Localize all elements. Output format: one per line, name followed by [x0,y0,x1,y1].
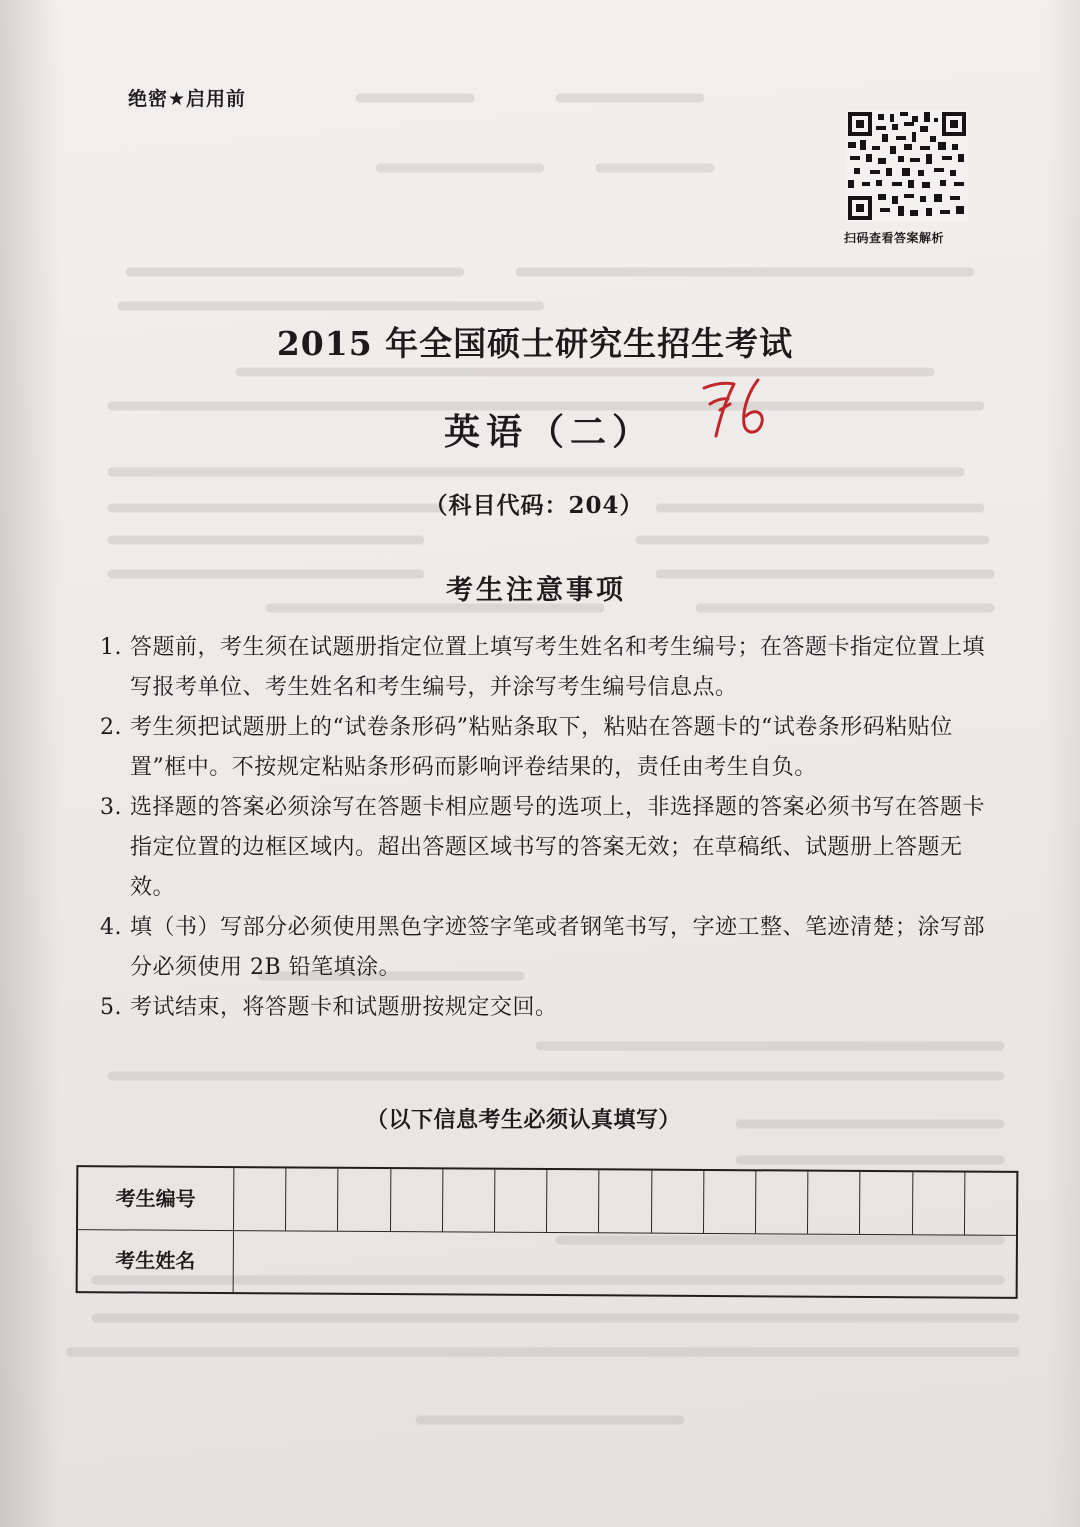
page-edge-shading [1046,0,1080,1527]
notice-item [96,908,1006,988]
candidate-id-digit-box[interactable] [547,1170,600,1232]
candidate-id-row [78,1167,1016,1236]
candidate-id-boxes[interactable] [234,1168,1016,1235]
candidate-id-digit-box[interactable] [756,1171,809,1233]
notice-heading: 考生注意事项 [446,575,626,606]
notice-number: 2. [100,715,122,740]
qr-caption: 扫码查看答案解析 [844,231,945,245]
candidate-id-digit-box[interactable] [704,1171,757,1233]
subject-title: 英语（二） [444,411,655,453]
classification-label: 绝密★启用前 [128,88,247,110]
candidate-name-label: 考生姓名 [78,1229,234,1292]
notice-text: 答题前，考生须在试题册指定位置上填写考生姓名和考生编号；在答题卡指定位置上填写报考单位、考生姓名和考生编号，并涂写考生编号信息点。 [130,635,986,700]
candidate-name-row [78,1229,1016,1297]
fill-instruction-note: （以下信息考生必须认真填写） [366,1107,682,1133]
notice-number: 5. [100,995,122,1020]
candidate-name-field[interactable] [234,1230,1016,1297]
notice-item [96,988,1006,1028]
candidate-id-digit-box[interactable] [234,1168,287,1230]
qr-code-icon [846,110,968,222]
candidate-info-table [76,1165,1019,1299]
notice-item [96,708,1006,788]
subject-code: （科目代码：204） [424,492,644,519]
candidate-id-digit-box[interactable] [808,1172,861,1234]
candidate-id-digit-box[interactable] [338,1169,391,1231]
exam-title: 2015 年全国硕士研究生招生考试 [276,324,794,363]
candidate-id-digit-box[interactable] [860,1172,913,1234]
notice-item [96,628,1006,708]
candidate-id-label: 考生编号 [78,1167,234,1230]
candidate-id-digit-box[interactable] [913,1172,966,1234]
notice-number: 1. [100,635,122,660]
notice-item [96,788,1006,908]
candidate-id-digit-box[interactable] [391,1169,444,1231]
notice-text: 考试结束，将答题卡和试题册按规定交回。 [130,995,558,1020]
candidate-id-digit-box[interactable] [286,1168,339,1230]
notice-number: 4. [100,915,122,940]
candidate-id-digit-box[interactable] [495,1170,548,1232]
candidate-id-digit-box[interactable] [443,1169,496,1231]
spine-shadow [0,0,60,1527]
notice-text: 填（书）写部分必须使用黑色字迹签字笔或者钢笔书写，字迹工整、笔迹清楚；涂写部分必须使用 2B 铅笔填涂。 [130,915,986,980]
notice-text: 考生须把试题册上的“试卷条形码”粘贴条取下，粘贴在答题卡的“试卷条形码粘贴位置”框中。不按规定粘贴条形码而影响评卷结果的，责任由考生自负。 [130,715,953,780]
candidate-id-digit-box[interactable] [652,1171,705,1233]
notice-text: 选择题的答案必须涂写在答题卡相应题号的选项上，非选择题的答案必须书写在答题卡指定位置的边框区域内。超出答题区域书写的答案无效；在草稿纸、试题册上答题无效。 [130,795,986,900]
notice-number: 3. [100,795,122,820]
candidate-id-digit-box[interactable] [599,1170,652,1232]
handwritten-score-mark [700,374,770,442]
notice-list [96,628,1006,1028]
candidate-id-digit-box[interactable] [965,1173,1017,1235]
